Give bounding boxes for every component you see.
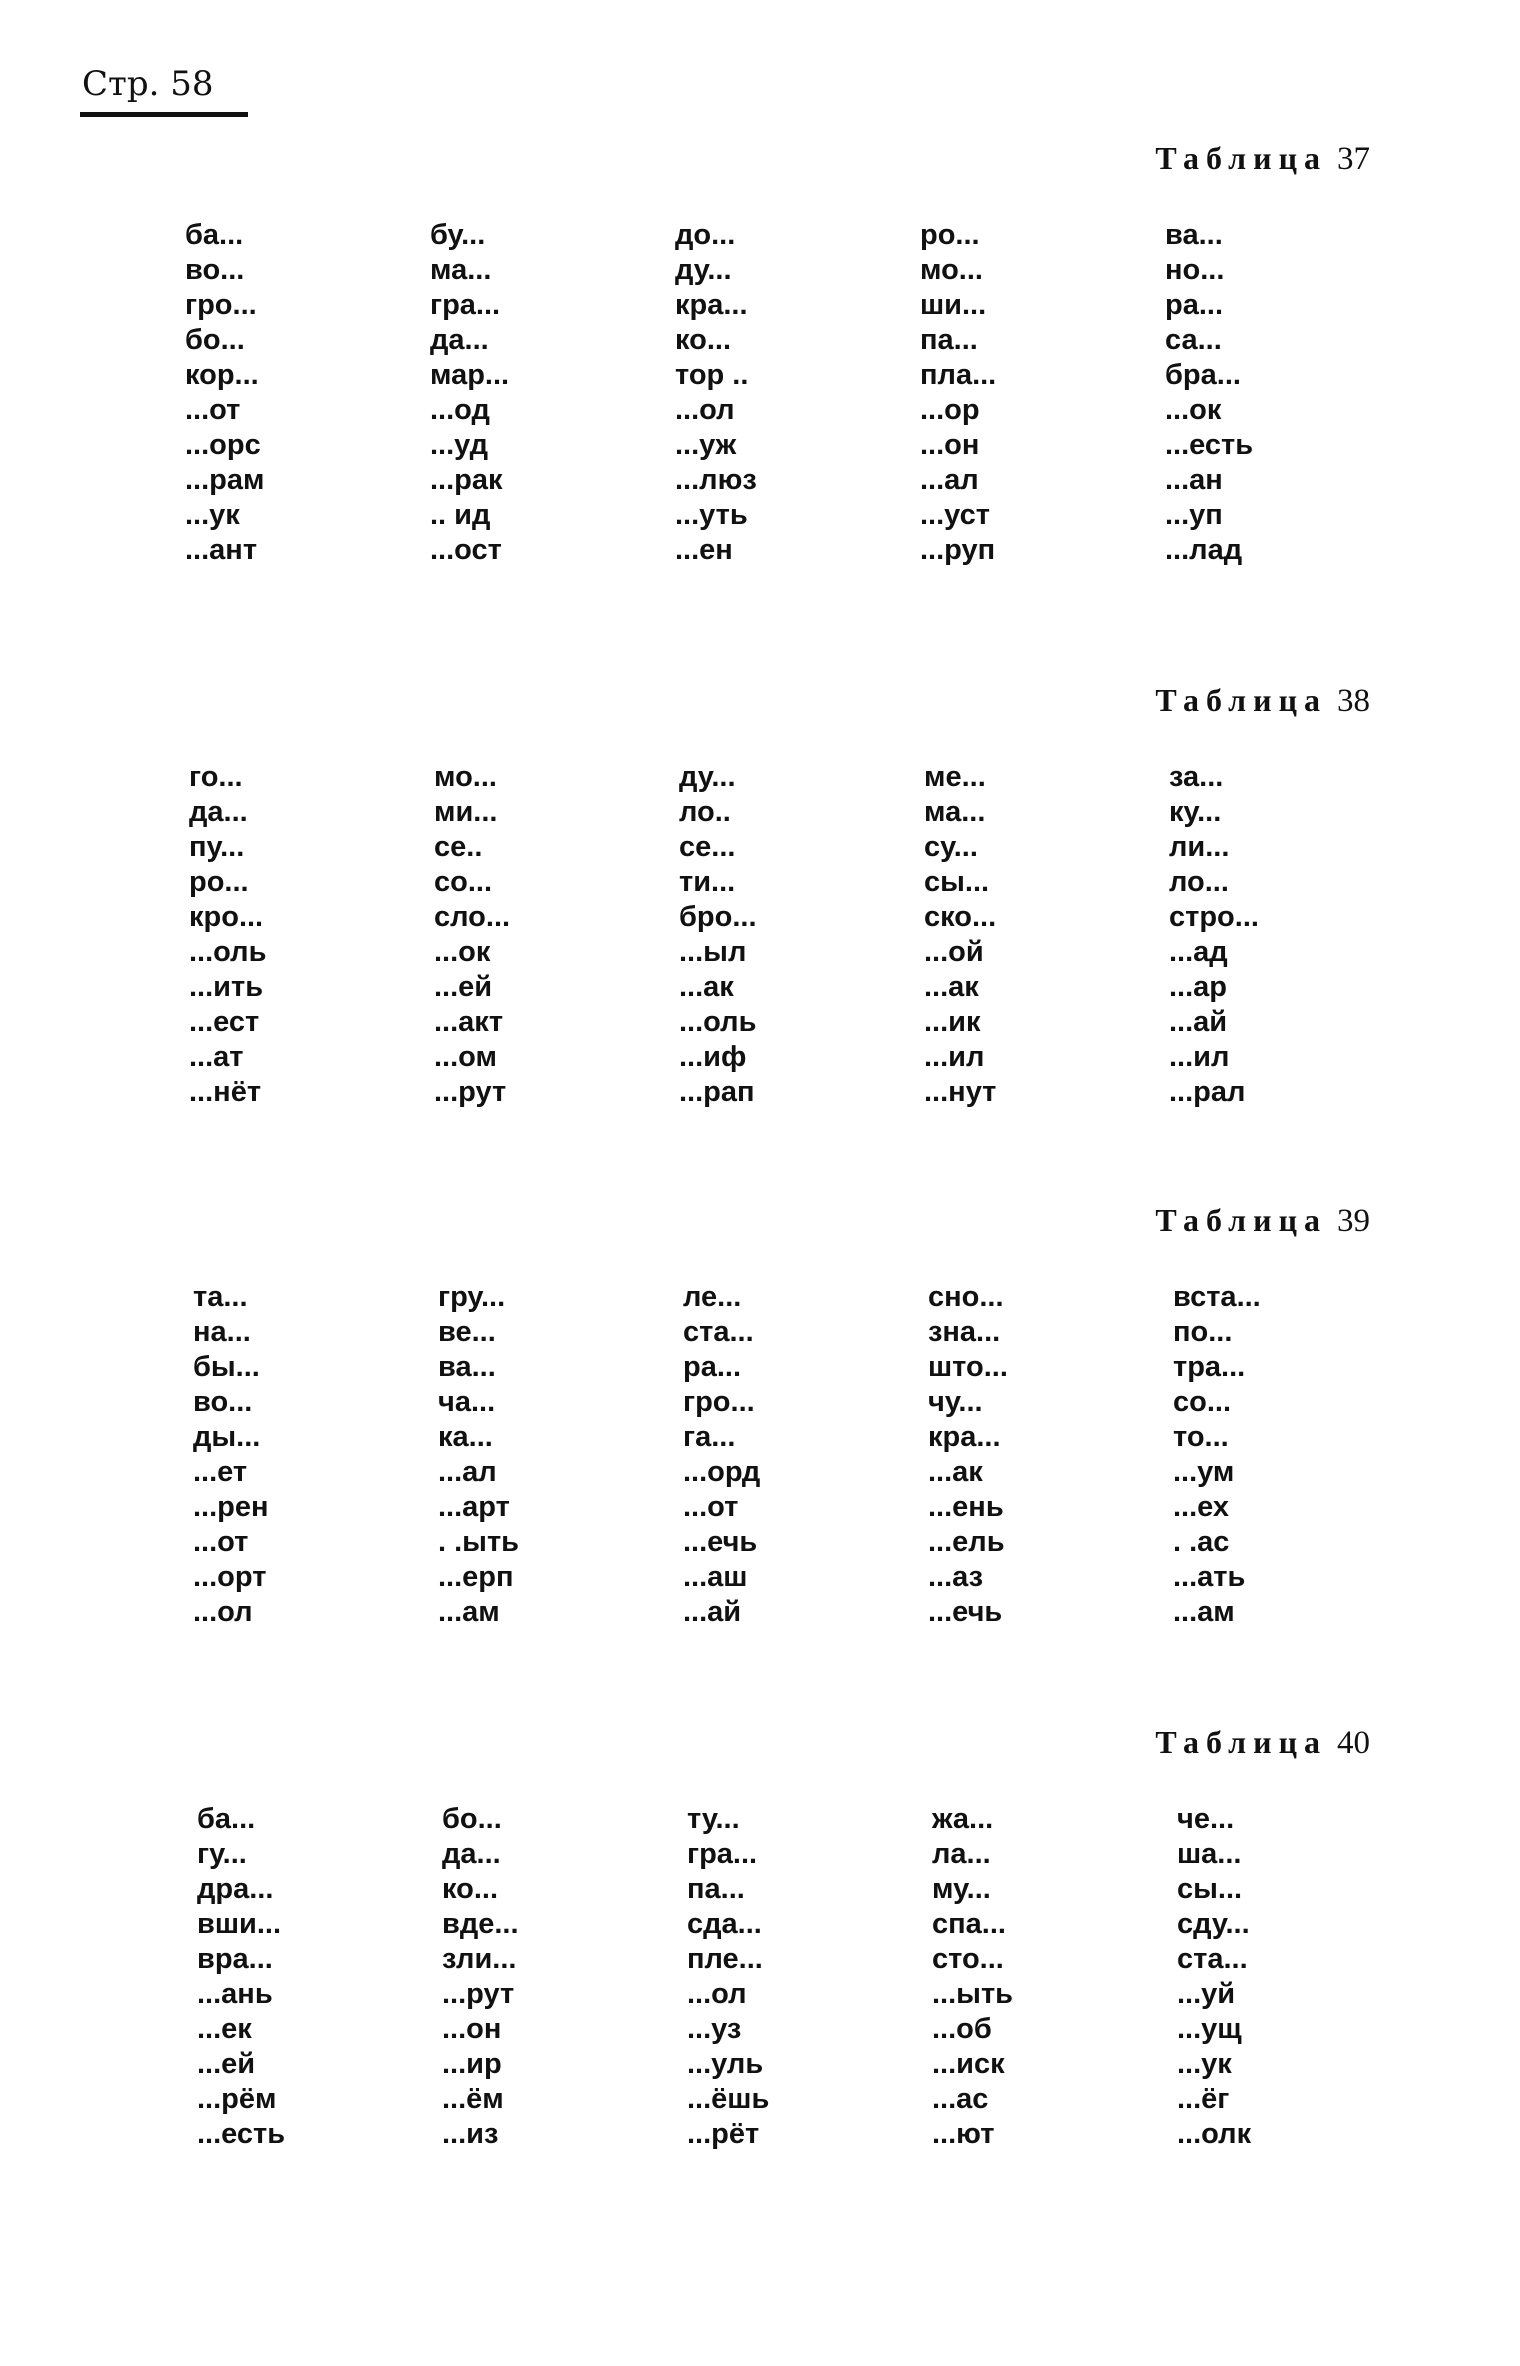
word-fragment: зли... xyxy=(442,1943,517,1975)
table-number: 37 xyxy=(1337,141,1370,177)
word-fragment: сло... xyxy=(434,901,511,933)
word-fragment: ...иск xyxy=(932,2048,1005,2080)
word-fragment: ...уст xyxy=(920,499,990,531)
word-fragment: ...уй xyxy=(1177,1978,1236,2010)
word-fragment: ра... xyxy=(1165,289,1224,321)
word-fragment: ...ечь xyxy=(928,1596,1003,1628)
page-number: Стр. 58 xyxy=(82,64,214,104)
word-fragment: ра... xyxy=(683,1351,742,1383)
word-fragment: ва... xyxy=(438,1351,496,1383)
word-fragment: сы... xyxy=(924,866,990,898)
word-fragment: ...ан xyxy=(1165,464,1223,496)
word-fragment: ...нёт xyxy=(189,1076,262,1108)
word-fragment: бро... xyxy=(679,901,757,933)
word-fragment: ...ыть xyxy=(932,1978,1013,2010)
word-fragment: со... xyxy=(1173,1386,1232,1418)
word-fragment: ...ать xyxy=(1173,1561,1246,1593)
word-fragment: вде... xyxy=(442,1908,519,1940)
word-column xyxy=(920,218,1140,568)
word-fragment: ...уз xyxy=(687,2013,742,2045)
word-fragment: бо... xyxy=(185,324,245,356)
word-fragment: бу... xyxy=(430,219,486,251)
word-fragment: да... xyxy=(442,1838,501,1870)
word-fragment: ...ей xyxy=(434,971,493,1003)
word-fragment: сто... xyxy=(932,1943,1004,1975)
word-fragment: ко... xyxy=(675,324,732,356)
word-fragment: ба... xyxy=(197,1803,256,1835)
word-fragment: пла... xyxy=(920,359,997,391)
word-fragment: ...оль xyxy=(189,936,267,968)
word-column xyxy=(679,760,899,1110)
word-fragment: ...рен xyxy=(193,1491,269,1523)
word-fragment: ...ок xyxy=(1165,394,1222,426)
word-column xyxy=(185,218,405,568)
word-fragment: са... xyxy=(1165,324,1222,356)
table-title: Таблица xyxy=(1155,1724,1327,1760)
word-fragment: па... xyxy=(687,1873,745,1905)
word-fragment: ско... xyxy=(924,901,997,933)
word-fragment: пле... xyxy=(687,1943,763,1975)
word-fragment: ды... xyxy=(193,1421,261,1453)
word-fragment: ...ай xyxy=(683,1596,742,1628)
word-fragment: гру... xyxy=(438,1281,506,1313)
word-fragment: го... xyxy=(189,761,243,793)
word-fragment: да... xyxy=(189,796,248,828)
word-fragment: ...люз xyxy=(675,464,757,496)
word-fragment: пу... xyxy=(189,831,245,863)
word-column xyxy=(1165,218,1385,568)
word-fragment: ...ень xyxy=(928,1491,1004,1523)
table-heading xyxy=(1155,1202,1370,1240)
word-fragment: ла... xyxy=(932,1838,991,1870)
word-fragment: гра... xyxy=(430,289,501,321)
word-column xyxy=(430,218,650,568)
word-fragment: ...ак xyxy=(928,1456,983,1488)
word-fragment: ...ум xyxy=(1173,1456,1235,1488)
word-fragment: ...ак xyxy=(924,971,979,1003)
table-heading xyxy=(1155,1724,1370,1762)
word-fragment: ...ань xyxy=(197,1978,273,2010)
word-fragment: га... xyxy=(683,1421,736,1453)
word-fragment: ро... xyxy=(920,219,980,251)
word-fragment: гро... xyxy=(185,289,257,321)
word-fragment: ...ёшь xyxy=(687,2083,770,2115)
word-fragment: ма... xyxy=(924,796,986,828)
word-fragment: ...есть xyxy=(197,2118,286,2150)
word-fragment: вра... xyxy=(197,1943,273,1975)
word-fragment: ...олк xyxy=(1177,2118,1252,2150)
word-fragment: спа... xyxy=(932,1908,1006,1940)
word-fragment: ...ал xyxy=(920,464,979,496)
word-fragment: ...ир xyxy=(442,2048,502,2080)
word-fragment: ча... xyxy=(438,1386,496,1418)
word-fragment: сда... xyxy=(687,1908,762,1940)
word-fragment: во... xyxy=(193,1386,253,1418)
word-fragment: ...рал xyxy=(1169,1076,1246,1108)
table-number: 40 xyxy=(1337,1725,1370,1761)
page-header xyxy=(80,64,248,117)
word-fragment: ти... xyxy=(679,866,736,898)
word-fragment: зна... xyxy=(928,1316,1001,1348)
word-fragment: . .ыть xyxy=(438,1526,519,1558)
word-fragment: . .ас xyxy=(1173,1526,1230,1558)
word-column xyxy=(434,760,654,1110)
word-fragment: ...рут xyxy=(434,1076,507,1108)
word-column xyxy=(189,760,409,1110)
word-fragment: ...ил xyxy=(924,1041,985,1073)
word-fragment: ...ам xyxy=(1173,1596,1235,1628)
word-fragment: ...ей xyxy=(197,2048,256,2080)
word-fragment: ту... xyxy=(687,1803,740,1835)
word-column xyxy=(675,218,895,568)
word-fragment: ...аз xyxy=(928,1561,984,1593)
word-fragment: ва... xyxy=(1165,219,1223,251)
word-fragment: ...уп xyxy=(1165,499,1223,531)
word-fragment: ...ём xyxy=(442,2083,504,2115)
word-fragment: сду... xyxy=(1177,1908,1250,1940)
word-fragment: ...ук xyxy=(185,499,240,531)
word-fragment: вши... xyxy=(197,1908,281,1940)
word-fragment: ...орт xyxy=(193,1561,267,1593)
word-fragment: се... xyxy=(679,831,736,863)
word-fragment: ду... xyxy=(679,761,736,793)
word-column xyxy=(687,1802,907,2152)
word-fragment: па... xyxy=(920,324,978,356)
word-fragment: ша... xyxy=(1177,1838,1242,1870)
word-fragment: ...рёт xyxy=(687,2118,760,2150)
word-fragment: ...от xyxy=(193,1526,249,1558)
word-fragment: сы... xyxy=(1177,1873,1243,1905)
word-fragment: ло... xyxy=(1169,866,1229,898)
word-fragment: кра... xyxy=(928,1421,1001,1453)
word-fragment: мо... xyxy=(920,254,983,286)
word-fragment: ле... xyxy=(683,1281,742,1313)
word-fragment: ло.. xyxy=(679,796,731,828)
word-fragment: ...от xyxy=(683,1491,739,1523)
word-fragment: тра... xyxy=(1173,1351,1246,1383)
word-fragment: ...уж xyxy=(675,429,737,461)
table-title: Таблица xyxy=(1155,140,1327,176)
word-fragment: бы... xyxy=(193,1351,260,1383)
word-fragment: ба... xyxy=(185,219,244,251)
word-fragment: дра... xyxy=(197,1873,274,1905)
word-fragment: по... xyxy=(1173,1316,1233,1348)
word-fragment: ...нут xyxy=(924,1076,997,1108)
word-fragment: ...ас xyxy=(932,2083,989,2115)
word-fragment: на... xyxy=(193,1316,251,1348)
word-fragment: мар... xyxy=(430,359,510,391)
table-heading xyxy=(1155,140,1370,178)
word-fragment: ...ой xyxy=(924,936,984,968)
word-fragment: ...рак xyxy=(430,464,503,496)
word-column xyxy=(932,1802,1152,2152)
word-fragment: ...рам xyxy=(185,464,265,496)
word-fragment: што... xyxy=(928,1351,1008,1383)
word-fragment: ...ок xyxy=(434,936,491,968)
word-fragment: гу... xyxy=(197,1838,247,1870)
word-column xyxy=(193,1280,413,1630)
word-column xyxy=(928,1280,1148,1630)
table-title: Таблица xyxy=(1155,1202,1327,1238)
word-fragment: ...орд xyxy=(683,1456,761,1488)
word-fragment: ...акт xyxy=(434,1006,504,1038)
word-column xyxy=(438,1280,658,1630)
word-fragment: ...ил xyxy=(1169,1041,1230,1073)
word-fragment: ...ек xyxy=(197,2013,252,2045)
word-fragment: бо... xyxy=(442,1803,502,1835)
word-column xyxy=(1177,1802,1397,2152)
word-column xyxy=(1173,1280,1393,1630)
word-column xyxy=(683,1280,903,1630)
word-fragment: вста... xyxy=(1173,1281,1261,1313)
word-fragment: ...ол xyxy=(675,394,735,426)
word-fragment: ...ол xyxy=(193,1596,253,1628)
word-fragment: ...от xyxy=(185,394,241,426)
word-fragment: ...руп xyxy=(920,534,996,566)
word-fragment: че... xyxy=(1177,1803,1235,1835)
table-heading xyxy=(1155,682,1370,720)
word-fragment: ...ют xyxy=(932,2118,995,2150)
word-fragment: ...ыл xyxy=(679,936,747,968)
table-title: Таблица xyxy=(1155,682,1327,718)
word-fragment: ...уд xyxy=(430,429,488,461)
word-fragment: ...ить xyxy=(189,971,264,1003)
word-fragment: ...лад xyxy=(1165,534,1243,566)
word-fragment: мо... xyxy=(434,761,497,793)
word-fragment: ро... xyxy=(189,866,249,898)
word-fragment: су... xyxy=(924,831,978,863)
word-fragment: чу... xyxy=(928,1386,983,1418)
word-fragment: но... xyxy=(1165,254,1225,286)
word-fragment: ста... xyxy=(1177,1943,1248,1975)
word-fragment: жа... xyxy=(932,1803,994,1835)
word-fragment: ши... xyxy=(920,289,987,321)
word-fragment: кра... xyxy=(675,289,748,321)
word-fragment: се.. xyxy=(434,831,483,863)
word-fragment: ...ол xyxy=(687,1978,747,2010)
word-fragment: ...ёг xyxy=(1177,2083,1230,2115)
word-fragment: во... xyxy=(185,254,245,286)
word-fragment: ...ар xyxy=(1169,971,1228,1003)
word-fragment: ...ех xyxy=(1173,1491,1230,1523)
word-fragment: кор... xyxy=(185,359,259,391)
word-fragment: ...ущ xyxy=(1177,2013,1242,2045)
word-fragment: ...есть xyxy=(1165,429,1254,461)
word-fragment: за... xyxy=(1169,761,1224,793)
word-column xyxy=(924,760,1144,1110)
word-fragment: ...ель xyxy=(928,1526,1005,1558)
word-fragment: ве... xyxy=(438,1316,496,1348)
word-fragment: ...ост xyxy=(430,534,502,566)
word-column xyxy=(197,1802,417,2152)
word-fragment: ...иф xyxy=(679,1041,747,1073)
word-fragment: ста... xyxy=(683,1316,754,1348)
word-fragment: ...рут xyxy=(442,1978,515,2010)
word-fragment: до... xyxy=(675,219,736,251)
word-fragment: ...ор xyxy=(920,394,980,426)
word-fragment: ...ен xyxy=(675,534,733,566)
word-fragment: ...ерп xyxy=(438,1561,514,1593)
word-fragment: .. ид xyxy=(430,499,491,531)
word-fragment: ...оль xyxy=(679,1006,757,1038)
word-fragment: ...ай xyxy=(1169,1006,1228,1038)
word-fragment: ли... xyxy=(1169,831,1230,863)
word-fragment: ...ет xyxy=(193,1456,248,1488)
word-fragment: ...ик xyxy=(924,1006,981,1038)
word-fragment: ...арт xyxy=(438,1491,510,1523)
word-fragment: та... xyxy=(193,1281,248,1313)
word-fragment: ...од xyxy=(430,394,490,426)
word-fragment: му... xyxy=(932,1873,991,1905)
word-fragment: кро... xyxy=(189,901,264,933)
table-number: 39 xyxy=(1337,1203,1370,1239)
word-fragment: ...об xyxy=(932,2013,992,2045)
word-column xyxy=(1169,760,1389,1110)
word-fragment: стро... xyxy=(1169,901,1259,933)
word-fragment: ...ак xyxy=(679,971,734,1003)
word-fragment: тор .. xyxy=(675,359,749,391)
word-fragment: ...уть xyxy=(675,499,748,531)
word-fragment: ...ук xyxy=(1177,2048,1232,2080)
word-fragment: ...ом xyxy=(434,1041,497,1073)
word-fragment: ма... xyxy=(430,254,492,286)
word-fragment: ми... xyxy=(434,796,498,828)
word-fragment: ку... xyxy=(1169,796,1222,828)
word-fragment: ...он xyxy=(920,429,980,461)
word-fragment: ...ант xyxy=(185,534,258,566)
word-fragment: ме... xyxy=(924,761,986,793)
word-fragment: да... xyxy=(430,324,489,356)
word-fragment: ду... xyxy=(675,254,732,286)
word-fragment: сно... xyxy=(928,1281,1004,1313)
word-fragment: ...из xyxy=(442,2118,499,2150)
word-fragment: ...рём xyxy=(197,2083,277,2115)
word-fragment: гро... xyxy=(683,1386,755,1418)
table-number: 38 xyxy=(1337,683,1370,719)
word-fragment: ...орс xyxy=(185,429,261,461)
word-fragment: ...ест xyxy=(189,1006,260,1038)
word-fragment: то... xyxy=(1173,1421,1229,1453)
word-fragment: бра... xyxy=(1165,359,1241,391)
word-fragment: ...ал xyxy=(438,1456,497,1488)
word-fragment: гра... xyxy=(687,1838,758,1870)
word-fragment: ка... xyxy=(438,1421,493,1453)
word-fragment: ...ам xyxy=(438,1596,500,1628)
word-fragment: ...рап xyxy=(679,1076,755,1108)
word-fragment: ...аш xyxy=(683,1561,748,1593)
word-fragment: ...он xyxy=(442,2013,502,2045)
word-fragment: ...ечь xyxy=(683,1526,758,1558)
word-fragment: ко... xyxy=(442,1873,499,1905)
word-column xyxy=(442,1802,662,2152)
word-fragment: ...ад xyxy=(1169,936,1228,968)
word-fragment: со... xyxy=(434,866,493,898)
word-fragment: ...уль xyxy=(687,2048,764,2080)
word-fragment: ...ат xyxy=(189,1041,244,1073)
